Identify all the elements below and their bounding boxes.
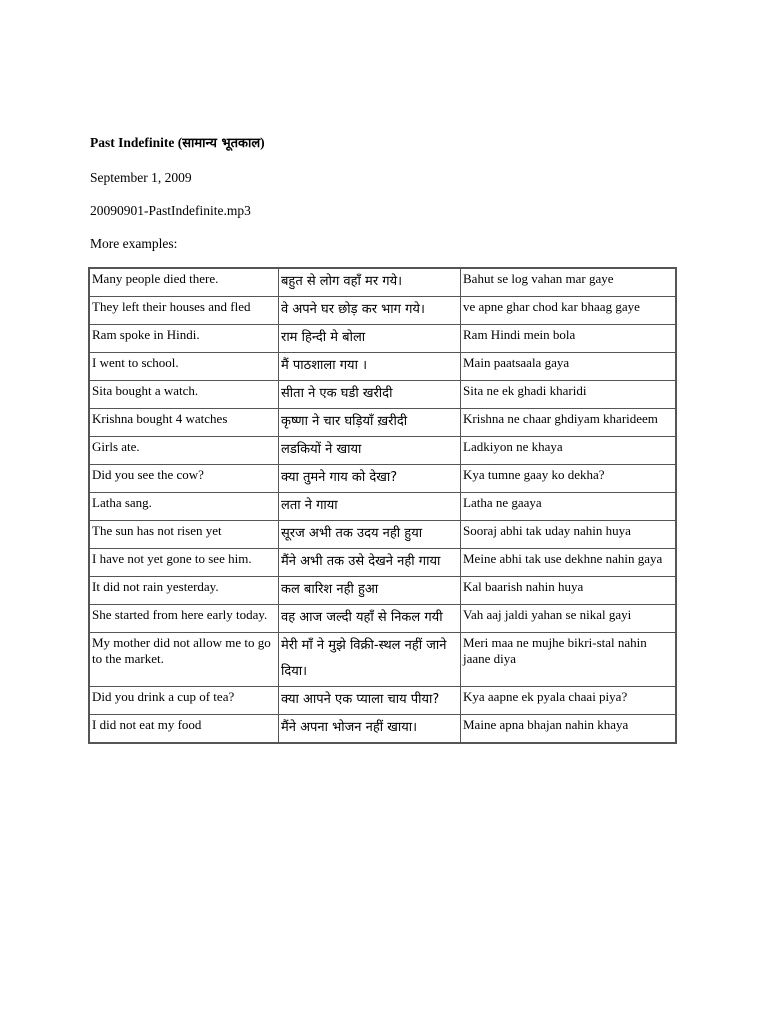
hindi-cell: मैंने अपना भोजन नहीं खाया।	[279, 715, 461, 743]
table-row	[90, 715, 676, 743]
table-row	[90, 493, 676, 521]
transliteration-cell: ve apne ghar chod kar bhaag gaye	[461, 297, 676, 325]
hindi-cell: राम हिन्दी मे बोला	[279, 325, 461, 353]
hindi-cell: मेरी माँ ने मुझे विक्री-स्थल नहीं जाने दिया।	[279, 633, 461, 687]
hindi-cell: कल बारिश नही हुआ	[279, 577, 461, 605]
table-row	[90, 549, 676, 577]
english-cell: They left their houses and fled	[90, 297, 279, 325]
transliteration-cell: Latha ne gaaya	[461, 493, 676, 521]
english-cell: Sita bought a watch.	[90, 381, 279, 409]
transliteration-cell: Kal baarish nahin huya	[461, 577, 676, 605]
english-cell: She started from here early today.	[90, 605, 279, 633]
transliteration-cell: Kya tumne gaay ko dekha?	[461, 465, 676, 493]
transliteration-cell: Ram Hindi mein bola	[461, 325, 676, 353]
hindi-cell: सीता ने एक घडी खरीदी	[279, 381, 461, 409]
table-row	[90, 381, 676, 409]
transliteration-cell: Vah aaj jaldi yahan se nikal gayi	[461, 605, 676, 633]
transliteration-cell: Sooraj abhi tak uday nahin huya	[461, 521, 676, 549]
page-title	[90, 133, 265, 151]
transliteration-cell: Krishna ne chaar ghdiyam kharideem	[461, 409, 676, 437]
english-cell: Krishna bought 4 watches	[90, 409, 279, 437]
examples-table	[89, 268, 676, 743]
table-row	[90, 465, 676, 493]
english-cell: Did you see the cow?	[90, 465, 279, 493]
hindi-cell: सूरज अभी तक उदय नही हुया	[279, 521, 461, 549]
table-row	[90, 269, 676, 297]
table-row	[90, 297, 676, 325]
table-row	[90, 437, 676, 465]
hindi-cell: वे अपने घर छोड़ कर भाग गये।	[279, 297, 461, 325]
audio-file-name: 20090901-PastIndefinite.mp3	[90, 203, 251, 218]
transliteration-cell: Kya aapne ek pyala chaai piya?	[461, 687, 676, 715]
title-hindi: सामान्य भूतकाल	[182, 136, 261, 151]
more-examples-label: More examples:	[90, 236, 178, 251]
transliteration-cell: Bahut se log vahan mar gaye	[461, 269, 676, 297]
hindi-cell: बहुत से लोग वहाँ मर गये।	[279, 269, 461, 297]
table-row	[90, 521, 676, 549]
table-row	[90, 409, 676, 437]
table-row	[90, 353, 676, 381]
transliteration-cell: Sita ne ek ghadi kharidi	[461, 381, 676, 409]
english-cell: It did not rain yesterday.	[90, 577, 279, 605]
hindi-cell: मैं पाठशाला गया ।	[279, 353, 461, 381]
hindi-cell: मैंने अभी तक उसे देखने नही गाया	[279, 549, 461, 577]
table-row	[90, 577, 676, 605]
english-cell: Did you drink a cup of tea?	[90, 687, 279, 715]
hindi-cell: वह आज जल्दी यहाँ से निकल गयी	[279, 605, 461, 633]
table-row	[90, 687, 676, 715]
title-close-paren: )	[260, 135, 265, 150]
english-cell: I did not eat my food	[90, 715, 279, 743]
transliteration-cell: Meine abhi tak use dekhne nahin gaya	[461, 549, 676, 577]
english-cell: Girls ate.	[90, 437, 279, 465]
hindi-cell: क्या आपने एक प्याला चाय पीया?	[279, 687, 461, 715]
english-cell: I went to school.	[90, 353, 279, 381]
table-row	[90, 605, 676, 633]
english-cell: My mother did not allow me to go to the market.	[90, 633, 279, 687]
english-cell: Many people died there.	[90, 269, 279, 297]
transliteration-cell: Main paatsaala gaya	[461, 353, 676, 381]
hindi-cell: क्या तुमने गाय को देखा?	[279, 465, 461, 493]
title-english: Past Indefinite (	[90, 135, 183, 150]
transliteration-cell: Ladkiyon ne khaya	[461, 437, 676, 465]
table-row	[90, 633, 676, 687]
post-date: September 1, 2009	[90, 170, 192, 185]
transliteration-cell: Maine apna bhajan nahin khaya	[461, 715, 676, 743]
transliteration-cell: Meri maa ne mujhe bikri-stal nahin jaane diya	[461, 633, 676, 687]
hindi-cell: लडकियों ने खाया	[279, 437, 461, 465]
hindi-cell: कृष्णा ने चार घड़ियाँ ख़रीदी	[279, 409, 461, 437]
hindi-cell: लता ने गाया	[279, 493, 461, 521]
english-cell: The sun has not risen yet	[90, 521, 279, 549]
english-cell: I have not yet gone to see him.	[90, 549, 279, 577]
table-row	[90, 325, 676, 353]
english-cell: Latha sang.	[90, 493, 279, 521]
english-cell: Ram spoke in Hindi.	[90, 325, 279, 353]
